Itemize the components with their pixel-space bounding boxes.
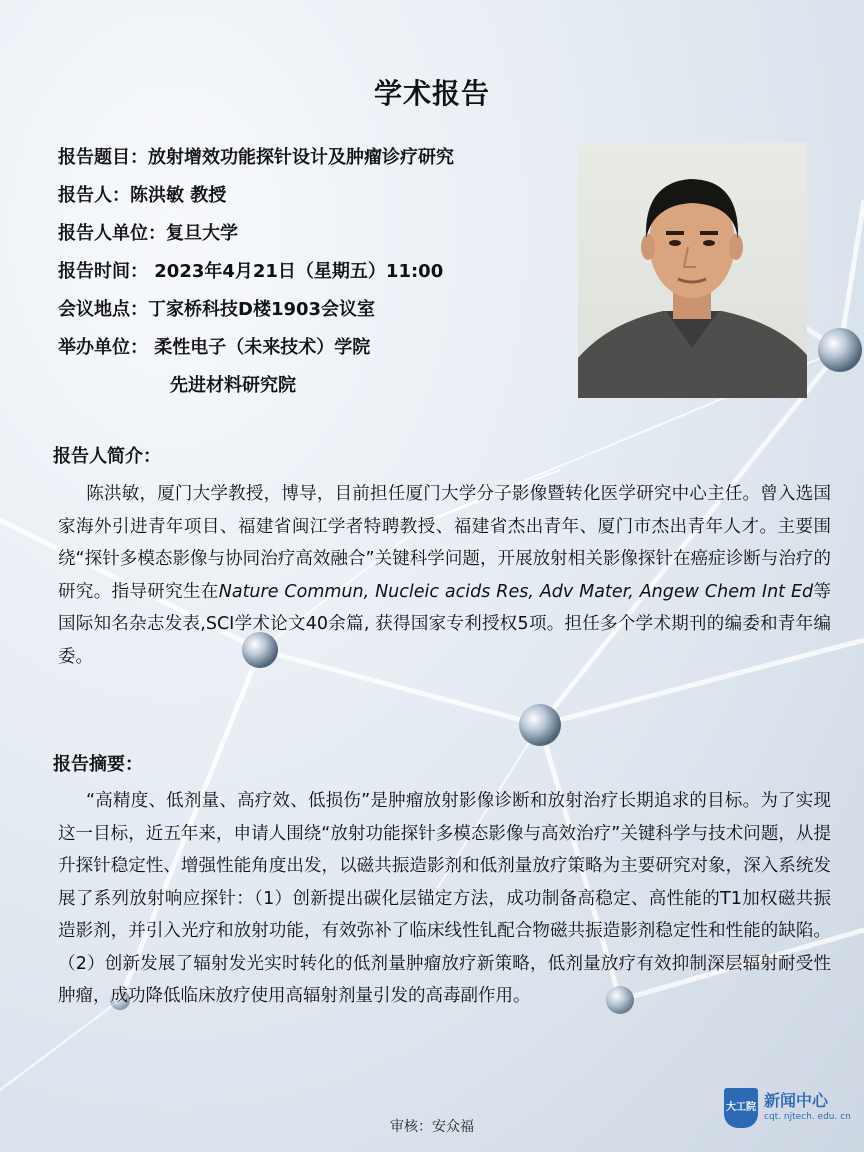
- talk-topic: 报告题目：放射增效功能探针设计及肿瘤诊疗研究: [58, 147, 454, 168]
- bio-text-2: 等国际知名杂志发表,SCI学术论文40余篇, 获得国家专利授权5项。担任多个学术期刊的编委和青年编委。: [58, 581, 832, 667]
- talk-organizer-2: 先进材料研究院: [170, 375, 296, 396]
- talk-affiliation: 报告人单位：复旦大学: [58, 223, 238, 244]
- talk-time: 报告时间： 2023年4月21日（星期五）11:00: [58, 261, 444, 282]
- bio-heading: 报告人简介：: [53, 446, 161, 467]
- reviewer-note: 审核：安众福: [390, 1119, 474, 1135]
- talk-organizer: 举办单位： 柔性电子（未来技术）学院: [58, 337, 371, 358]
- logo-url: cqt. njtech. edu. cn: [764, 1112, 851, 1122]
- abstract-text: [58, 785, 831, 1013]
- abstract-heading: 报告摘要：: [53, 754, 143, 775]
- speaker-photo: [578, 143, 807, 398]
- talk-location: 会议地点：丁家桥科技D楼1903会议室: [58, 299, 376, 320]
- bio-journals: Nature Commun, Nucleic acids Res, Adv Mater, Angew Chem Int Ed: [218, 581, 814, 602]
- poster-title: 学术报告: [373, 77, 490, 110]
- news-center-logo: [724, 1088, 854, 1132]
- bio-text: [58, 478, 831, 673]
- logo-title: 新闻中心: [764, 1091, 829, 1110]
- abstract-body: “高精度、低剂量、高疗效、低损伤”是肿瘤放射影像诊断和放射治疗长期追求的目标。为了实现这一目标，近五年来，申请人围绕“放射功能探针多模态影像与高效治疗”关键科学与技术问题，从提升探针稳定性、增强性能角度出发，以磁共振造影剂和低剂量放疗策略为主要研究对象，深入系统发展了系列放射响应探针：（1）创新提出碳化层锚定方法，成功制备高稳定、高性能的T1加权磁共振造影剂，并引入光疗和放射功能，有效弥补了临床线性钆配合物磁共振造影剂稳定性和性能的缺陷。（2）创新发展了辐射发光实时转化的低剂量肿瘤放疗新策略，低剂量放疗有效抑制深层辐射耐受性肿瘤，成功降低临床放疗使用高辐射剂量引发的高毒副作用。: [58, 791, 831, 1006]
- talk-info: [58, 142, 578, 408]
- school-badge-icon: 大工院: [724, 1088, 758, 1128]
- talk-speaker: 报告人：陈洪敏 教授: [58, 185, 227, 206]
- bio-text-1: 陈洪敏，厦门大学教授，博导，目前担任厦门大学分子影像暨转化医学研究中心主任。曾入选国家海外引进青年项目、福建省闽江学者特聘教授、福建省杰出青年、厦门市杰出青年人才。主要围绕“探针多模态影像与协同治疗高效融合”关键科学问题，开展放射相关影像探针在癌症诊断与治疗的研究。指导研究生在: [58, 484, 831, 602]
